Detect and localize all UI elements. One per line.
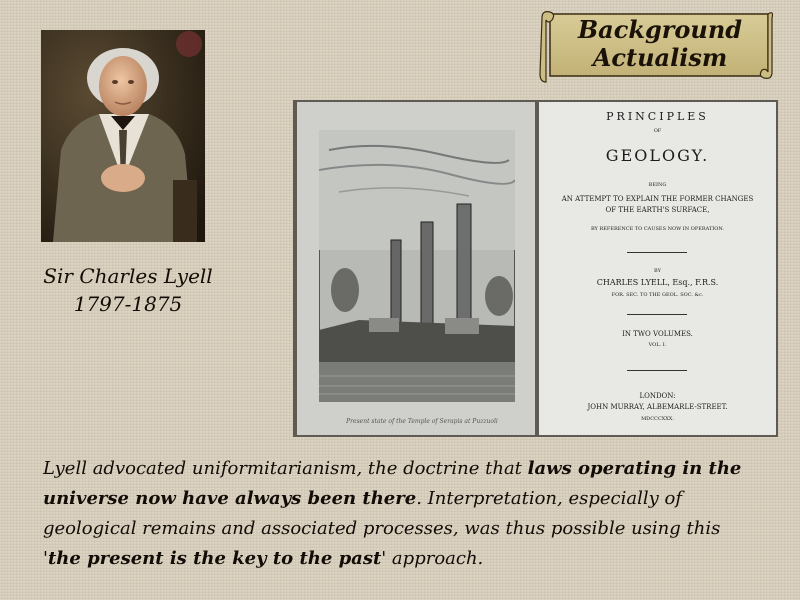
divider-rule xyxy=(627,314,687,315)
book-volume-number: VOL. I. xyxy=(648,342,667,348)
book-title: PRINCIPLES xyxy=(606,110,709,123)
book-city: LONDON: xyxy=(639,392,676,400)
paragraph-part-1: Lyell advocated uniformitarianism, the doctrine that xyxy=(43,458,528,479)
book-subtitle-line-2: OF THE EARTH'S SURFACE, xyxy=(605,206,710,214)
title-line-1: Background xyxy=(577,15,743,44)
book-reference: BY REFERENCE TO CAUSES NOW IN OPERATION. xyxy=(590,226,725,232)
book-of: OF xyxy=(653,128,662,134)
engraving-caption: Present state of the Temple of Serapis at Puzzuoli xyxy=(346,418,498,425)
book-year: MDCCCXXX. xyxy=(641,416,674,422)
slide-title xyxy=(560,16,760,72)
paragraph-emphasis-1: laws operating in the universe now have always been there xyxy=(43,458,742,509)
book-subject: GEOLOGY. xyxy=(605,146,710,165)
paragraph-part-2: . Interpretation, especially of geological remains and associated processes, was thus possible using this ' xyxy=(43,488,721,569)
lyell-portrait xyxy=(41,30,205,242)
book-title-page-image xyxy=(293,100,778,437)
title-scroll-banner xyxy=(538,6,774,84)
portrait-illustration xyxy=(41,30,205,242)
title-page xyxy=(539,102,776,435)
portrait-caption xyxy=(40,262,216,318)
book-publisher: JOHN MURRAY, ALBEMARLE-STREET. xyxy=(587,403,728,411)
person-name: Sir Charles Lyell xyxy=(43,264,213,288)
title-line-2: Actualism xyxy=(592,43,728,72)
book-volumes: IN TWO VOLUMES. xyxy=(622,330,693,338)
description-paragraph xyxy=(43,454,743,574)
book-by: BY xyxy=(654,268,661,274)
book-society: FOR. SEC. TO THE GEOL. SOC. &c. xyxy=(611,292,704,298)
divider-rule xyxy=(627,370,687,371)
book-subtitle xyxy=(539,194,776,216)
paragraph-emphasis-2: the present is the key to the past xyxy=(47,548,382,569)
paragraph-part-3: ' approach. xyxy=(381,548,484,569)
person-dates: 1797-1875 xyxy=(73,292,183,316)
book-subtitle-line-1: AN ATTEMPT TO EXPLAIN THE FORMER CHANGES xyxy=(561,195,754,203)
temple-of-serapis-engraving xyxy=(319,130,515,402)
divider-rule xyxy=(627,252,687,253)
book-being: BEING xyxy=(648,182,667,188)
book-author: CHARLES LYELL, Esq., F.R.S. xyxy=(596,278,719,287)
frontispiece-page xyxy=(297,102,535,435)
